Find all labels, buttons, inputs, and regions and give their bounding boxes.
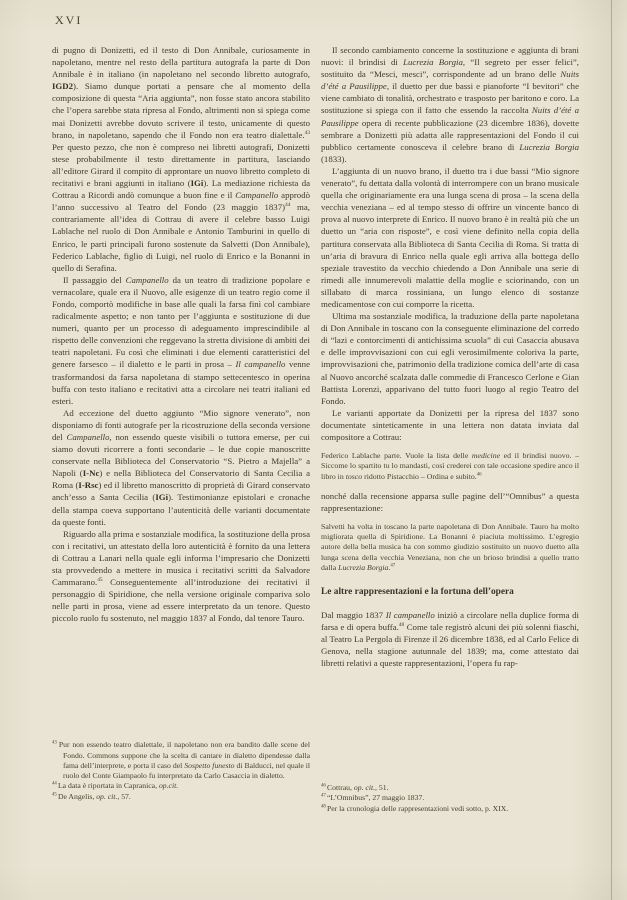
- paragraph: Il secondo cambiamento concerne la sostituzione e aggiunta di brani nuovi: il brindisi di Lucrezia Borgia, “Il segreto per esser felici”, sostituito da “Mesci, mesci”, corrispondente ad un brano delle Nuits d’été a Pausilippe, il duetto per due bassi e pianoforte “I bevitori” che viene cambiato di tonalità, orchestrato e trasposto per baritono e coro. La sostituzione si spiega con il fatto che essendo la raccolta Nuits d’été a Pausilippe opera di recente pubblicazione (23 dicembre 1836), dovette sembrare a Donizetti più adatta alle rappresentazioni del Fondo il cui pubblico certamente conosceva il celebre brano di Lucrezia Borgia (1833).: [321, 45, 580, 164]
- left-column: [52, 44, 310, 802]
- section-heading: Le altre rappresentazioni e la fortuna dell’opera: [321, 586, 514, 597]
- paragraph: Il passaggio del Campanello da un teatro di tradizione popolare e vernacolare, quale era il Nuovo, alle esigenze di un teatro regio come il Fondo, comportò modifiche in base alle quali la farsa finì col cambiare radicalmente aspetto; e non tanto per l’aggiunta e sostituzione di due numeri, quanto per un processo di adeguamento imprescindibile al rispetto delle convenzioni che reggevano la stretta divisione di ambiti dei teatri napoletani. Fu così che eliminati i due elementi caratteristici del genere farsesco – il dialetto e le parti in prosa – Il campanello venne trasformandosi da farsa napoletana di stampo settecentesco in operina buffa con testo italiano e recitativi atta a circolare nei teatri italiani ed esteri.: [52, 274, 310, 406]
- right-column: [321, 44, 579, 814]
- right-footnotes: [321, 783, 579, 814]
- page-edge-line: [611, 0, 612, 900]
- paragraph: nonché dalla recensione apparsa sulle pagine dell’“Omnibus” a questa rappresentazione:: [321, 490, 579, 513]
- footnote: $^{45}$ De Angelis, op. cit., 57.: [52, 791, 131, 801]
- page-number: XVI: [55, 13, 83, 27]
- paragraph: Ultima ma sostanziale modifica, la traduzione della parte napoletana di Don Annibale in toscano con la conseguente eliminazione del corredo di “lazi e contorcimenti di antichissima scuola” di cui Casaccia abusava e delle improvvisazioni con cui egli verosimilmente coloriva la parte, improvvisazioni che, patrimonio della tradizione comica dell’arte di casa al Nuovo ancorché scalzata dalle commedie di Francesco Cerlone e Gian Battista Lorenzi, apparivano del tutto fuori luogo al regio Teatro del Fondo.: [321, 311, 579, 406]
- paragraph: di pugno di Donizetti, ed il testo di Don Annibale, curiosamente in napoletano, mentre nel resto della partitura autografa la parte di Don Annibale è in italiano (in napoletano nel secondo libretto autografo, IGD2). Siamo dunque portati a pensare che al momento della composizione di questa “Aria aggiunta”, non fosse stato ancora stabilito che l’opera sarebbe stata ripresa al Fondo, altrimenti non si spiega come mai Donizetti avrebbe dovuto scrivere il testo, unicamente di questo brano, in napoletano, sapendo che il Fondo non era teatro dialettale.$^{43}$ Per questo pezzo, che non è compreso nei libretti autografi, Donizetti stese probabilmente il testo direttamente in partitura, lasciando all’editore Girard il compito di approntare un nuovo libretto completo di recitativi e brani aggiunti in italiano (IGi). La mediazione richiesta da Cottrau a Ricordi andò comunque a buon fine e il Campanello approdò l’anno successivo al Teatro del Fondo (23 maggio 1837)$^{44}$ ma, contrariamente all’idea di Cottrau di avere il celebre basso Luigi Lablache nel ruolo di Don Annibale e Antonio Tamburini in quello di Enrico, le parti principali furono sostenute da Salvetti (Don Annibale), Federico Lablache, figlio di Luigi, nel ruolo di Enrico e la Bonanni in quello di Serafina.: [52, 45, 310, 273]
- footnote: $^{48}$ Per la cronologia delle rappresentazioni vedi sotto, p. XIX.: [321, 803, 509, 813]
- paragraph: Riguardo alla prima e sostanziale modifica, la sostituzione della prosa con i recitativi, un attestato della loro autenticità è fornito da una lettera di Cottrau a Lanari nella quale egli informa l’impresario che Donizetti sta provvedendo a mettere in musica i recitativi scritti da Salvadore Cammarano.$^{45}$ Conseguentemente all’introduzione dei recitativi il personaggio di Spiridione, che nella versione originale compariva solo nelle parti in prosa, viene ad essere interpretato da un tenore. Questo piccolo ruolo fu sostenuto, nel maggio 1837 al Fondo, dal tenore Tauro.: [52, 528, 310, 624]
- paragraph: Le varianti apportate da Donizetti per la ripresa del 1837 sono documentate sinteticamente in una lettera non datata inviata dal compositore a Cottrau:: [321, 407, 579, 442]
- left-footnotes: [52, 740, 310, 802]
- right-column-text: [321, 44, 579, 669]
- footnote: $^{43}$ Pur non essendo teatro dialettale, il napoletano non era bandito dalle scene del Fondo. Commons suppone che la scelta di cantare in dialetto dipendesse dalla fama dell’interprete, e porta il caso del Sospetto funesto di Balducci, nel quale il ruolo del Conte Giampaolo fu interpretato da Carlo Casaccia in dialetto.: [52, 740, 310, 781]
- footnote: $^{47}$ “L’Omnibus”, 27 maggio 1837.: [321, 793, 425, 803]
- footnote: $^{46}$ Cottrau, op. cit., 51.: [321, 783, 389, 793]
- paragraph: L’aggiunta di un nuovo brano, il duetto tra i due bassi “Mio signore venerato”, fu dettata dalla volontà di interrompere con un brano musicale quella che originariamente era una lunga scena di prosa – la scena della vecchia veneziana – ed al tempo stesso di offrire un vincente banco di prova al nuovo interprete di Enrico. Il nuovo brano è in realtà più che un duetto un “aria con risposte”, e così viene definito nella copia della partitura conservata alla Biblioteca di Santa Cecilia di Roma. Si tratta di un’aria di bravura di Enrico nella quale egli arriva alla bottega dello speziale travestito da vecchio chiedendo a Don Annibale una serie di rimedi alle innumerevoli malattie della moglie e sciorinando, con un sillabato di marca rossiniana, un lungo elenco di sostanze medicamentose con cui comporre la ricetta.: [321, 165, 579, 309]
- paragraph: Ad eccezione del duetto aggiunto “Mio signore venerato”, non disponiamo di fonti autografe per la ricostruzione della seconda versione del Campanello, non essendo queste visibili o tuttora emerse, per cui siamo dovuti ricorrere a fonti secondarie – le due copie manoscritte conservate nella Biblioteca del Conservatorio “S. Pietro a Majella” a Napoli (I-Nc) e nella Biblioteca del Conservatorio di Santa Cecilia a Roma (I-Rsc) ed il libretto manoscritto di proprietà di Girard conservato anch’esso a Santa Cecilia (IGi). Testimonianze epistolari e cronache della stampa coeva supportano l’autenticità delle varianti documentate da queste fonti.: [52, 407, 310, 527]
- paragraph: Dal maggio 1837 Il campanello iniziò a circolare nella duplice forma di farsa e di opera buffa.$^{48}$ Come tale registrò alcuni dei più solenni fiaschi, al Teatro La Pergola di Firenze il 26 dicembre 1838, ed al Carlo Felice di Genova, nella stagione autunnale del 1839; ma, come attestato dai libretti relativi a queste rappresentazioni, l’opera fu rap-: [321, 609, 579, 669]
- block-quote: Federico Lablache parte. Vuole la lista delle medicine ed il brindisi nuovo. – Siccome lo spartito tu lo mandasti, così crederei con tale occasione spedire anco il libro in tosco ridotto Pistacchio – Ordina e subito.$^{46}$: [321, 451, 579, 481]
- footnote: $^{44}$ La data è riportata in Capranica, op.cit.: [52, 781, 179, 791]
- left-column-text: [52, 44, 310, 625]
- block-quote: Salvetti ha volta in toscano la parte napoletana di Don Annibale. Tauro ha molto migliorata quella di Spiridione. La Bonanni è piaciuta moltissimo. L’egregio autore della bella musica ha con sommo giudizio sostituito un nuovo duetto alla lunga scena della vecchia Veneziana, non che un brioso brindisi a quello tratto dalla Lucrezia Borgia.$^{47}$: [321, 521, 579, 572]
